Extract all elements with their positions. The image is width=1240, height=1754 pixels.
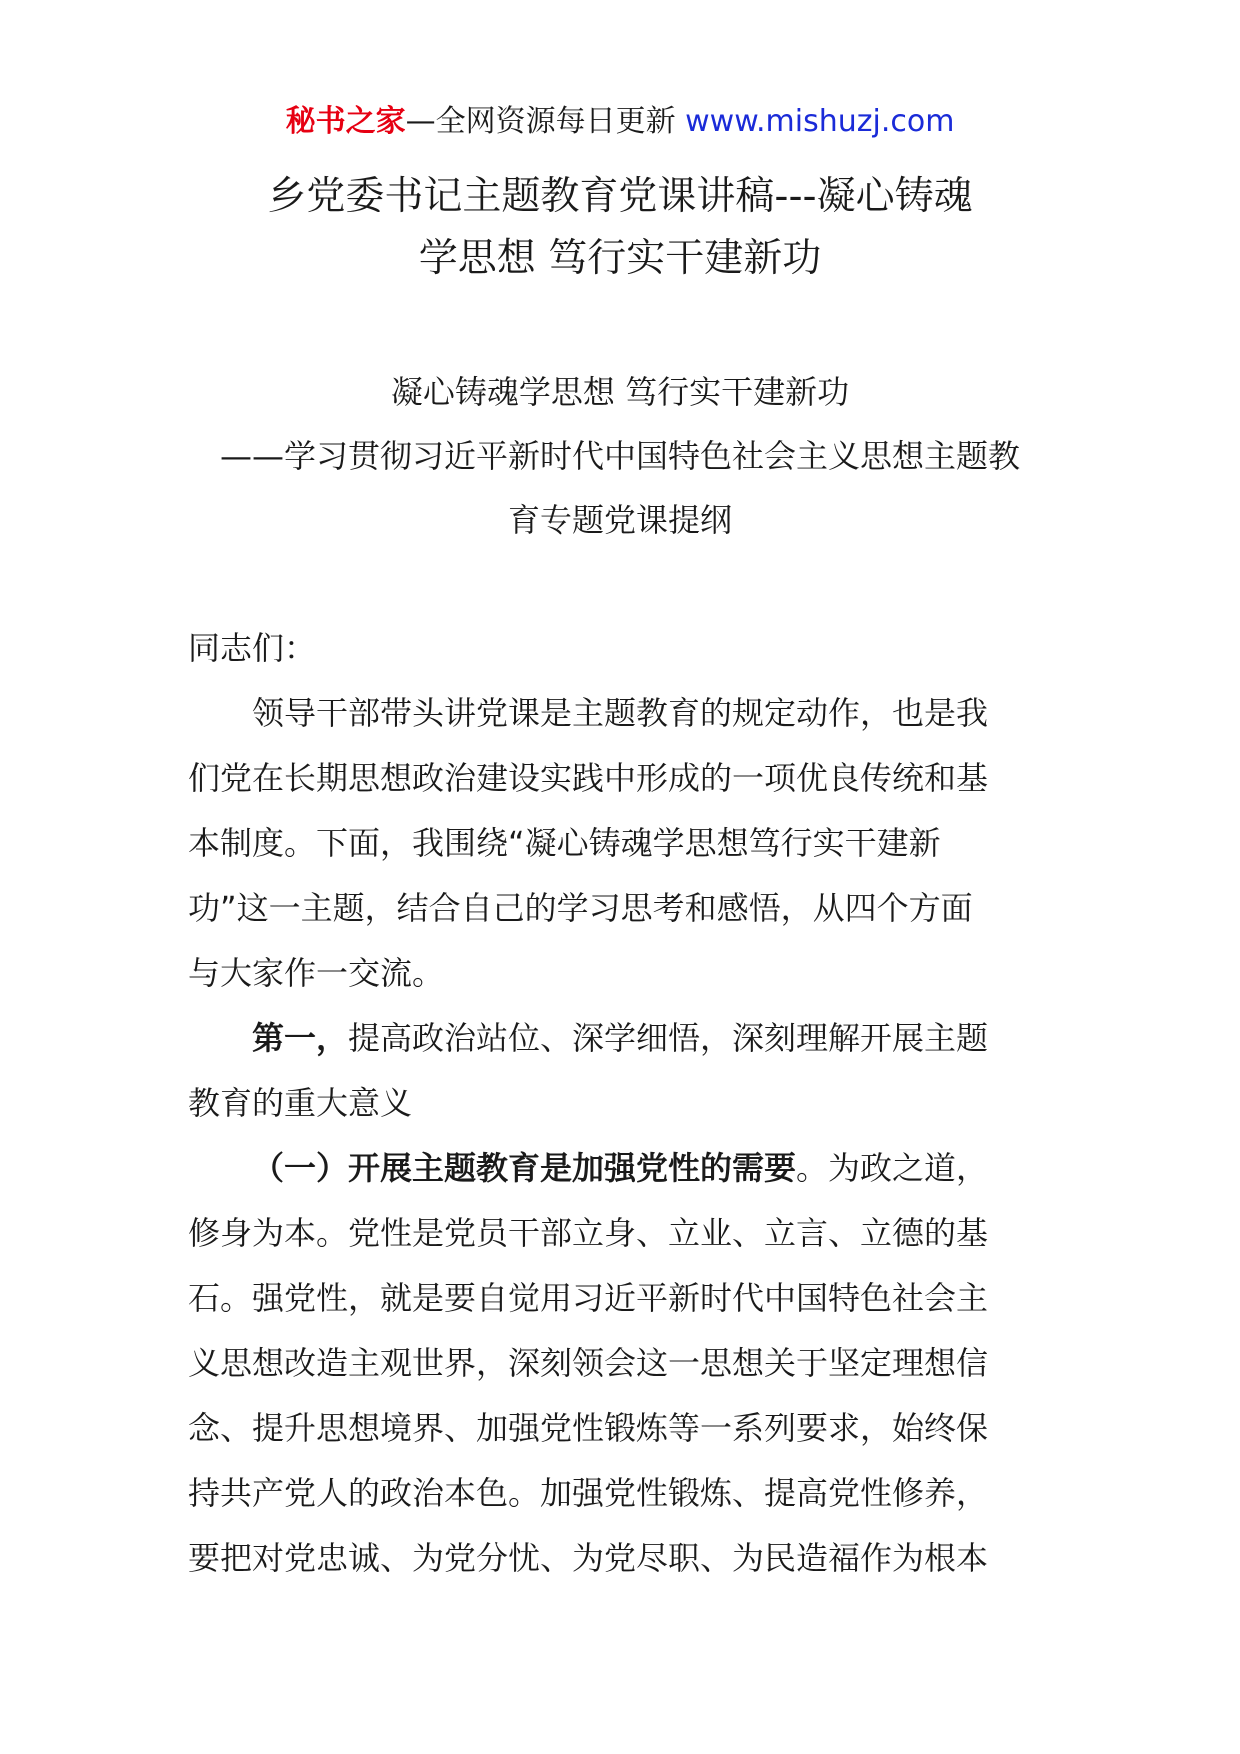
point-line: 修身为本。党性是党员干部立身、立业、立言、立德的基: [188, 1214, 989, 1252]
site-url-link[interactable]: www.mishuzj.com: [685, 104, 955, 139]
document-subtitle: [190, 360, 1050, 552]
point-heading-1: [188, 1136, 1056, 1201]
point-line: 念、提升思想境界、加强党性锻炼等一系列要求，始终保: [188, 1409, 989, 1447]
intro-line: 与大家作一交流。: [188, 954, 445, 992]
section-heading-text: 提高政治站位、深学细悟，深刻理解开展主题: [348, 1019, 989, 1057]
title-line-2: 学思想 笃行实干建新功: [418, 236, 822, 281]
section-lead: 第一，: [252, 1019, 349, 1057]
title-line-1: 乡党委书记主题教育党课讲稿---凝心铸魂: [267, 174, 973, 219]
point-heading-rest: 。为政之道，: [796, 1149, 989, 1187]
header-tagline: —全网资源每日更新: [405, 104, 676, 139]
point-heading-bold: （一）开展主题教育是加强党性的需要: [252, 1149, 797, 1187]
point-line: 持共产党人的政治本色。加强党性锻炼、提高党性修养，: [188, 1474, 989, 1512]
section-heading-1-cont: 教育的重大意义: [188, 1084, 413, 1122]
intro-line: 本制度。下面，我围绕“凝心铸魂学思想笃行实干建新: [188, 824, 941, 862]
subtitle-line-3: 育专题党课提纲: [507, 501, 732, 539]
section-heading-1: [188, 1006, 1056, 1071]
point-line: 义思想改造主观世界，深刻领会这一思想关于坚定理想信: [188, 1344, 989, 1382]
point-line: 石。强党性，就是要自觉用习近平新时代中国特色社会主: [188, 1279, 989, 1317]
point-line: 要把对党忠诚、为党分忧、为党尽职、为民造福作为根本: [188, 1539, 989, 1577]
intro-line: 领导干部带头讲党课是主题教育的规定动作，也是我: [252, 694, 989, 732]
intro-line: 们党在长期思想政治建设实践中形成的一项优良传统和基: [188, 759, 989, 797]
brand-name: 秘书之家: [285, 104, 406, 139]
document-body: [188, 616, 1056, 1591]
document-title: [0, 166, 1240, 290]
subtitle-line-2: ——学习贯彻习近平新时代中国特色社会主义思想主题教: [219, 437, 1020, 475]
salutation: 同志们：: [188, 629, 317, 667]
intro-line: 功”这一主题，结合自己的学习思考和感悟，从四个方面: [188, 889, 973, 927]
site-header: [0, 100, 1240, 144]
subtitle-line-1: 凝心铸魂学思想 笃行实干建新功: [390, 373, 850, 411]
